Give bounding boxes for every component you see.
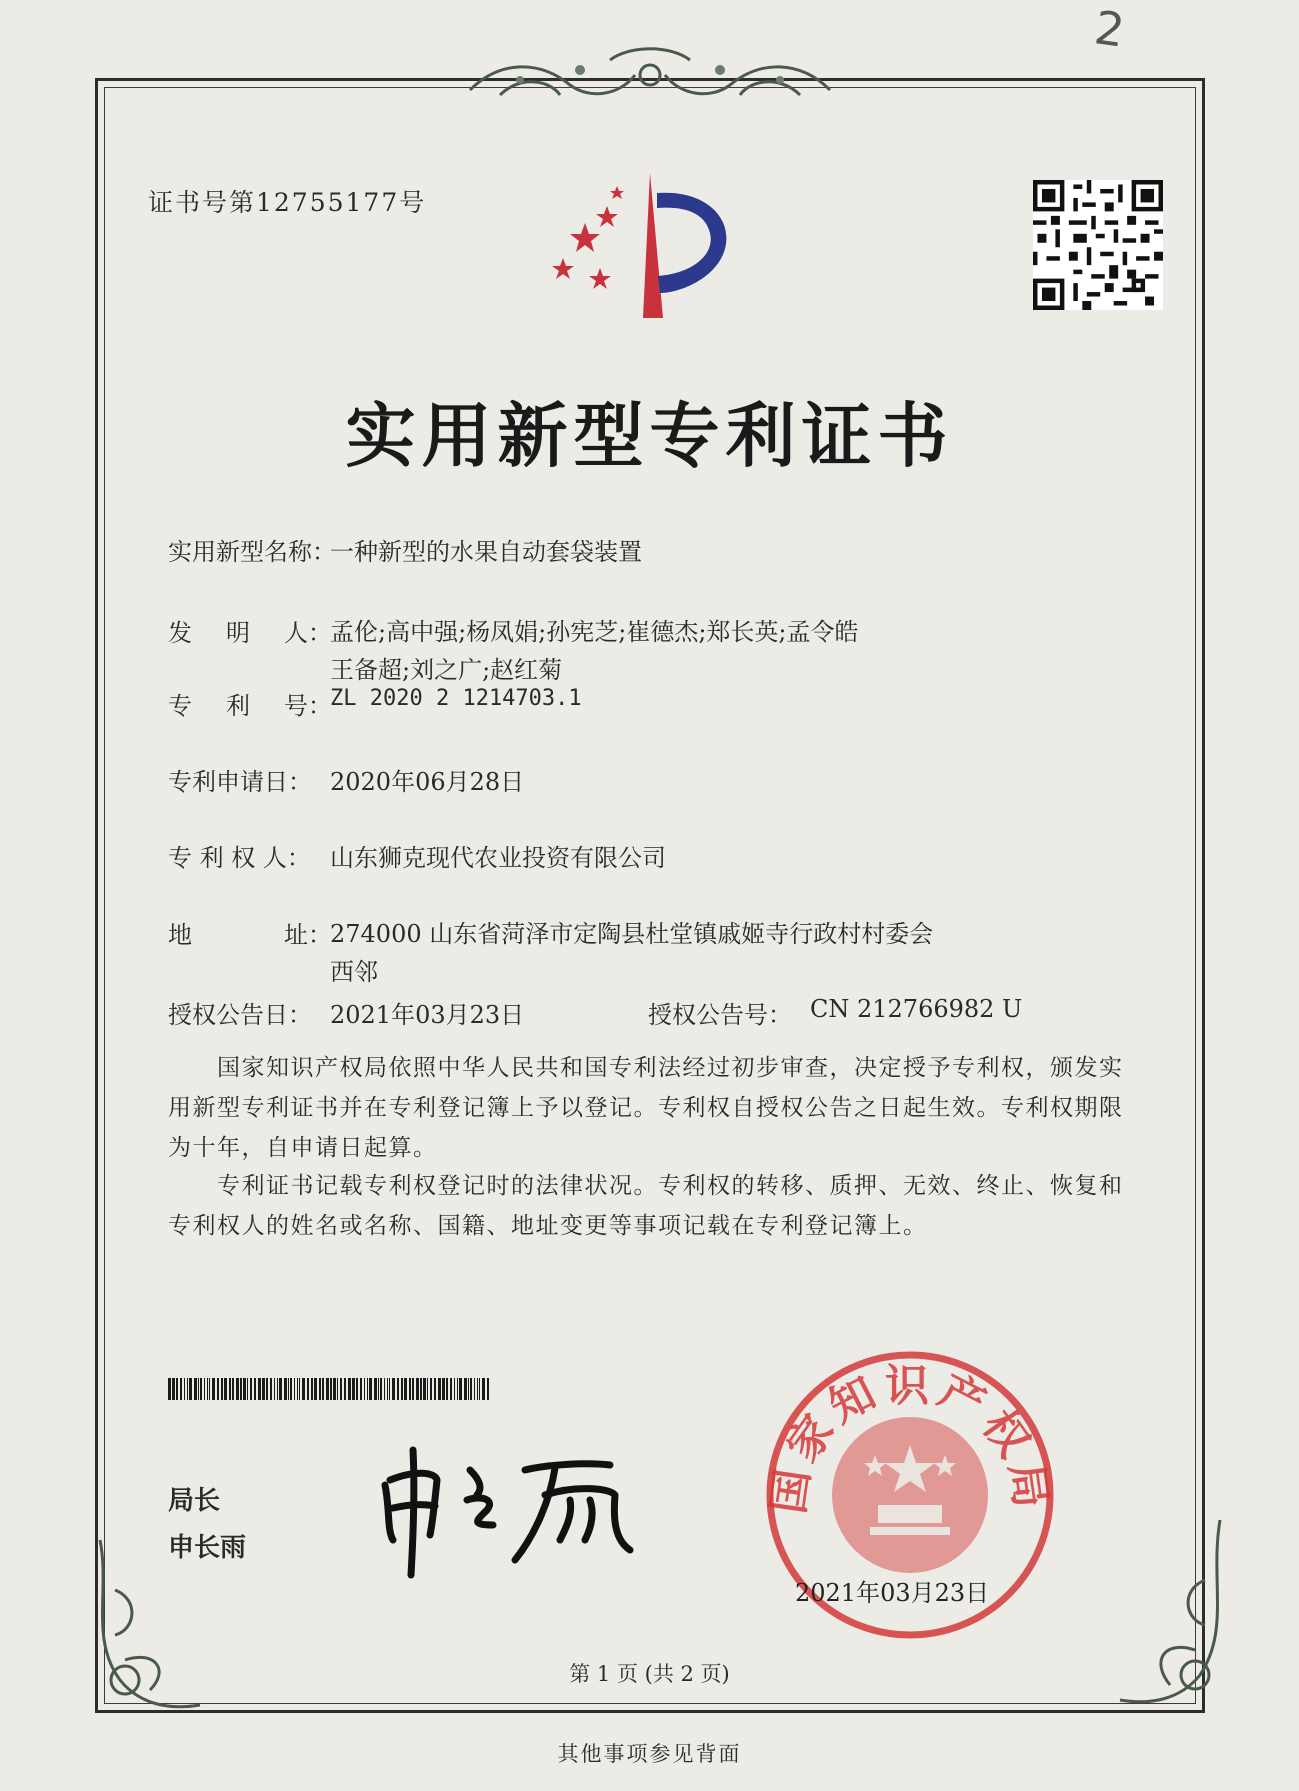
address-row [168, 915, 933, 991]
certificate-paragraph-2: 专利证书记载专利权登记时的法律状况。专利权的转移、质押、无效、终止、恢复和专利权人的姓名或名称、国籍、地址变更等事项记载在专利登记簿上。 [168, 1173, 1124, 1239]
address-line-2: 西邻 [330, 958, 378, 986]
bottom-right-ornament-icon [1100, 1510, 1240, 1730]
patentee-row [168, 838, 666, 873]
grant-number-row [648, 995, 1022, 1030]
address-value [330, 915, 933, 991]
seal-date: 2021年03月23日 [795, 1579, 990, 1607]
signatory-title: 局长 [168, 1486, 221, 1516]
footer-note: 其他事项参见背面 [557, 1742, 742, 1766]
patent-number-row [168, 686, 582, 721]
inventor-line-1: 孟伦;高中强;杨凤娟;孙宪芝;崔德杰;郑长英;孟令皓 [330, 618, 859, 646]
grant-date-row [168, 995, 524, 1030]
page-mark: 2 [1091, 0, 1128, 58]
signatory-name: 申长雨 [168, 1533, 247, 1563]
certificate-number: 证书号第12755177号 [148, 188, 427, 217]
utility-model-name-value: 一种新型的水果自动套袋装置 [330, 538, 642, 566]
signature-icon [375, 1440, 660, 1580]
inventor-value [330, 613, 859, 689]
address-colon: ： [308, 921, 332, 949]
qr-code-icon [1033, 180, 1163, 310]
utility-model-name-row [168, 532, 642, 567]
address-line-1: 274000 山东省菏泽市定陶县杜堂镇戚姬寺行政村村委会 [330, 920, 934, 948]
utility-model-name-label: 实用新型名称： [168, 538, 336, 566]
patent-number-colon: ： [308, 692, 332, 720]
inventor-colon: ： [308, 619, 332, 647]
page-number: 第 1 页 (共 2 页) [569, 1662, 730, 1686]
grant-date-value: 2021年03月23日 [330, 1001, 525, 1029]
seal-text: 国家知识产权局 [762, 1360, 1058, 1517]
filing-date-row [168, 762, 524, 797]
top-ornament-icon [460, 40, 840, 110]
address-label: 地 址 [168, 921, 308, 949]
patentee-value: 山东狮克现代农业投资有限公司 [330, 844, 666, 872]
grant-number-value: CN 212766982 U [810, 995, 1023, 1023]
grant-date-label: 授权公告日： [168, 1001, 312, 1029]
inventor-line-2: 王备超;刘之广;赵红菊 [330, 656, 563, 684]
inventor-label: 发 明 人 [168, 619, 308, 647]
certificate-title: 实用新型专利证书 [345, 394, 954, 477]
filing-date-value: 2020年06月28日 [330, 768, 525, 796]
grant-number-label: 授权公告号： [648, 1001, 792, 1029]
certificate-paragraph-1: 国家知识产权局依照中华人民共和国专利法经过初步审查，决定授予专利权，颁发实用新型专利证书并在专利登记簿上予以登记。专利权自授权公告之日起生效。专利权期限为十年，自申请日起算。 [168, 1055, 1124, 1161]
filing-date-label: 专利申请日： [168, 768, 312, 796]
inventor-row [168, 613, 859, 689]
patent-number-value: ZL 2020 2 1214703.1 [330, 686, 582, 711]
patent-number-label: 专 利 号 [168, 692, 308, 720]
cnipa-logo-icon [545, 168, 755, 328]
patentee-label: 专 利 权 人： [168, 844, 311, 872]
barcode-icon [168, 1378, 494, 1400]
